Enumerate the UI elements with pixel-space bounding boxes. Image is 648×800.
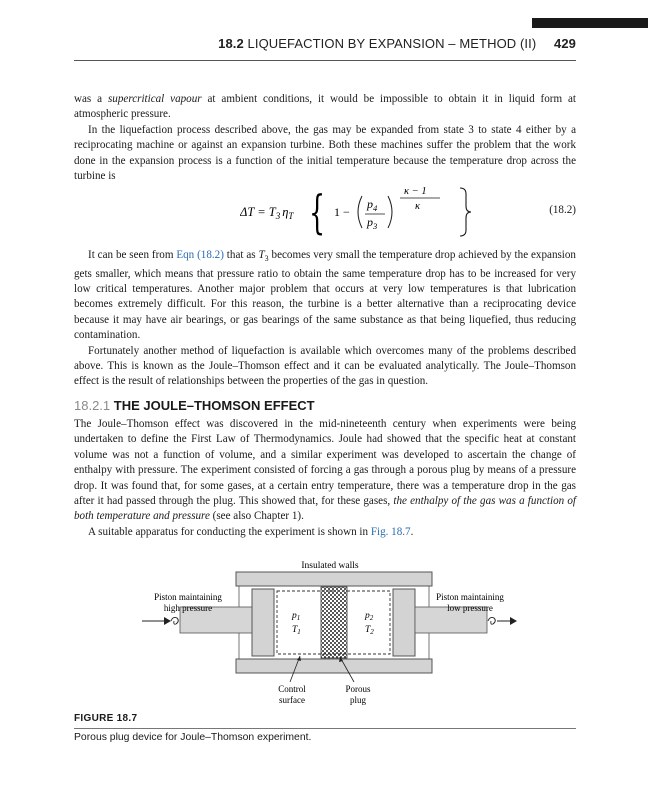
section-title: THE JOULE–THOMSON EFFECT — [113, 398, 315, 413]
svg-text:T1: $T_1$ — [292, 625, 301, 636]
equation-link[interactable]: Eqn (18.2) — [176, 249, 224, 261]
left-brace: { — [309, 185, 326, 240]
label-right-piston-2: low pressure — [447, 603, 493, 613]
svg-text:p2: $p_2$ — [365, 611, 374, 622]
left-piston-head — [252, 589, 274, 656]
label-left-piston-2: high pressure — [163, 603, 213, 613]
svg-text:κ − 1: κ − 1 — [404, 186, 427, 197]
svg-text:p3: $p_3$ — [367, 215, 378, 231]
emphasis-enthalpy: the enthalpy of the gas was a function of both temperature and pressure — [74, 495, 576, 523]
right-brace — [460, 188, 471, 236]
label-left-piston-1: Piston maintaining — [154, 592, 222, 602]
paragraph-2: In the liquefaction process described above, the gas may be expanded from state 3 to state 4 either by a reciprocating machine or against an expansion turbine. Both these machines suffer the problem that the work done in the expansion process is a function of the initial temperature because the temperature drop across the turbine is — [74, 123, 576, 183]
paragraph-6: A suitable apparatus for conducting the experiment is shown in Fig. 18.7. — [88, 525, 414, 538]
svg-text:ΔT = T3ηT: $\Delta T = T_3$ $\eta_T$ — [240, 205, 294, 221]
equation-18-2 — [74, 184, 576, 240]
header-rule — [74, 60, 576, 61]
top-wall — [236, 572, 432, 586]
text-block-2 — [74, 248, 576, 390]
svg-text:κ: κ — [415, 201, 421, 212]
right-paren — [388, 196, 392, 228]
bottom-wall — [236, 659, 432, 673]
figure-caption: Porous plug device for Joule–Thomson experiment. — [74, 732, 312, 743]
label-porous-1: Porous — [345, 684, 371, 694]
equation-number: (18.2) — [549, 204, 576, 216]
label-right-piston-1: Piston maintaining — [436, 592, 504, 602]
porous-plug — [321, 587, 347, 658]
paragraph-1: was a supercritical vapour at ambient conditions, it would be impossible to obtain it in liquid form at atmospheric pressure. — [74, 93, 577, 121]
left-paren — [358, 196, 362, 228]
label-porous-2: plug — [349, 695, 367, 705]
figure-link[interactable]: Fig. 18.7 — [370, 525, 411, 538]
header-section-number: 18.2 — [218, 36, 244, 51]
text-block-1 — [74, 92, 576, 184]
figure-18-7 — [140, 556, 520, 716]
emphasis-supercritical: supercritical vapour — [107, 93, 202, 105]
running-head — [218, 36, 576, 51]
label-insulated-walls: Insulated walls — [301, 561, 359, 571]
label-control-2: surface — [279, 695, 305, 705]
paragraph-4: Fortunately another method of liquefaction is available which overcomes many of the problems described above. This is known as the Joule–Thomson effect and it can be evaluated analytically. The Joule–Thomson effect is the result of relationships between the properties of the gas in question. — [74, 344, 576, 388]
svg-text:p4: $p_4$ — [367, 197, 378, 213]
figure-rule — [74, 728, 576, 729]
paragraph-5: The Joule–Thomson effect was discovered in the mid-nineteenth century when experiments were being undertaken to define the First Law of Thermodynamics. Joule had showed that the specific heat at constant volume was not a function of volume, and a similar experiment was developed to ascertain the change of enthalpy with pressure. The experiment consisted of forcing a gas through a porous plug by means of a pressure drop. It was found that, for some gases, at a certain entry temperature, there was a temperature drop in the gas after it had passed through the plug. This showed that, for these gases, the enthalpy of the gas was a function of both temperature and pressure (see also Chapter 1). — [74, 418, 576, 523]
section-heading — [74, 398, 315, 413]
top-bar-decoration — [532, 18, 648, 28]
page-number: 429 — [554, 36, 576, 51]
equation-graphic — [240, 184, 480, 240]
svg-text:p1: $p_1$ — [292, 611, 301, 622]
section-number: 18.2.1 — [74, 398, 111, 413]
label-control-1: Control — [278, 684, 306, 694]
header-section-title: LIQUEFACTION BY EXPANSION – METHOD (II) — [247, 36, 537, 51]
porous-plug-diagram — [140, 556, 520, 716]
figure-label: FIGURE 18.7 — [74, 713, 138, 724]
paragraph-3: It can be seen from Eqn (18.2) that as $T_3$ becomes very small the temperature drop achieved by the expansion gets smaller, which means that pressure ratio to obtain the same temperature drop has to be increased for very low critical temperatures. Another major problem that occurs at very low temperatures is that lubrication becomes extremely difficult. For this reason, the turbine is a better alternative than a reciprocating device because it may have air bearings, or gas bearings of the same substance as that being liquefied, thus reducing contamination. — [74, 249, 576, 342]
right-piston-head — [393, 589, 415, 656]
svg-text:1 −: 1 − — [334, 205, 350, 219]
text-block-3 — [74, 417, 576, 540]
svg-text:T2: $T_2$ — [365, 625, 374, 636]
